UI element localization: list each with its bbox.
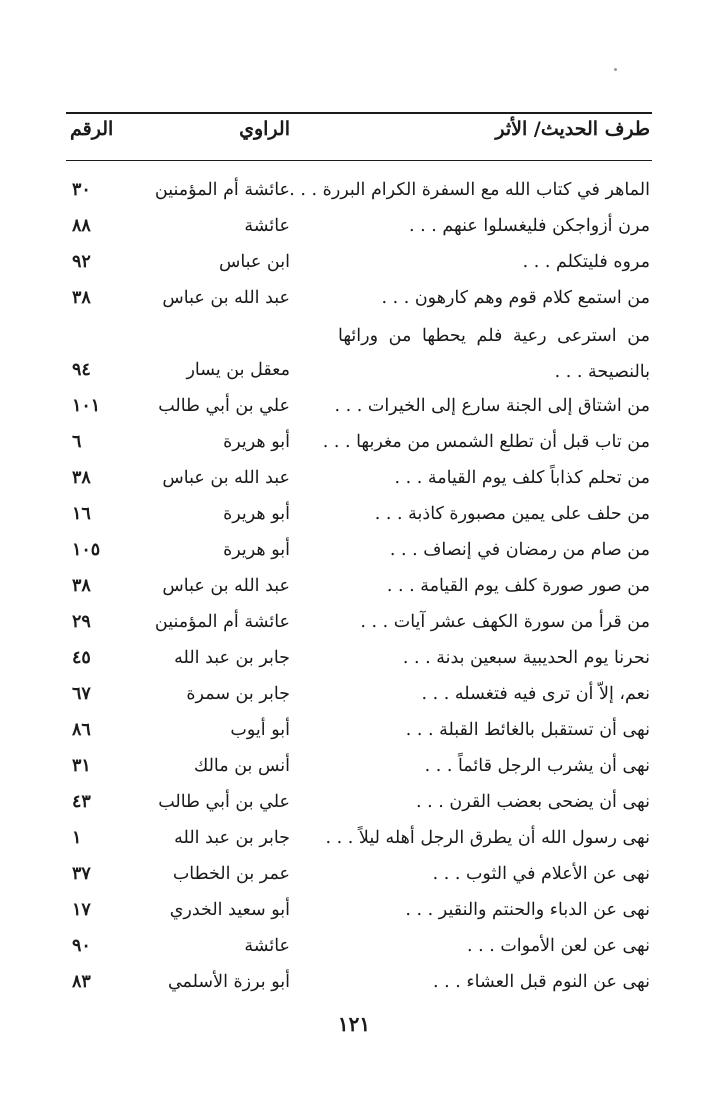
header-rule <box>66 160 652 161</box>
table-row <box>0 896 708 932</box>
hadith-number: ٨٨ <box>72 216 91 236</box>
narrator-name: جابر بن عبد الله <box>174 828 290 848</box>
hadith-text: مرن أزواجكن فليغسلوا عنهم . . . <box>408 216 650 236</box>
narrator-name: علي بن أبي طالب <box>158 396 290 416</box>
hadith-number: ٣٨ <box>72 288 91 308</box>
hadith-text: من اشتاق إلى الجنة سارع إلى الخيرات . . . <box>334 396 650 416</box>
hadith-number: ٤٣ <box>72 792 91 812</box>
hadith-number: ٢٩ <box>72 612 91 632</box>
scan-speck <box>614 68 617 71</box>
hadith-text: نهى عن الدباء والحنتم والنقير . . . <box>405 900 650 920</box>
hadith-text: نهى أن يضحى بعضب القرن . . . <box>415 792 650 812</box>
hadith-text: مروه فليتكلم . . . <box>522 252 650 272</box>
hadith-text: من استرعى رعية فلم يحطها من ورائها بالنصيحة . . . <box>338 326 650 382</box>
table-row <box>0 176 708 212</box>
narrator-name: أبو هريرة <box>223 432 290 452</box>
hadith-number: ٩٠ <box>72 936 91 956</box>
narrator-name: علي بن أبي طالب <box>158 792 290 812</box>
table-row <box>0 428 708 464</box>
hadith-text: نهى أن تستقبل بالغائط القبلة . . . <box>405 720 650 740</box>
hadith-number: ١٦ <box>72 504 91 524</box>
hadith-number: ١٧ <box>72 900 91 920</box>
header-number: الرقم <box>70 118 114 140</box>
narrator-name: عائشة <box>244 936 290 956</box>
hadith-text: نهى عن لعن الأموات . . . <box>466 936 650 956</box>
hadith-text: من صام من رمضان في إنصاف . . . <box>389 540 650 560</box>
narrator-name: أنس بن مالك <box>193 756 290 776</box>
hadith-text: الماهر في كتاب الله مع السفرة الكرام البررة . . . <box>289 180 650 200</box>
table-row <box>0 320 708 392</box>
table-row <box>0 536 708 572</box>
table-row <box>0 968 708 1004</box>
table-row <box>0 860 708 896</box>
table-row <box>0 212 708 248</box>
hadith-text: نهى عن الأعلام في الثوب . . . <box>432 864 650 884</box>
narrator-name: عبد الله بن عباس <box>162 288 290 308</box>
table-row <box>0 824 708 860</box>
narrator-name: عائشة أم المؤمنين <box>154 180 290 200</box>
hadith-number: ٣١ <box>72 756 91 776</box>
table-row <box>0 608 708 644</box>
narrator-name: عبد الله بن عباس <box>162 576 290 596</box>
hadith-text: من حلف على يمين مصبورة كاذبة . . . <box>374 504 650 524</box>
table-row <box>0 680 708 716</box>
hadith-text: من قرأ من سورة الكهف عشر آيات . . . <box>360 612 650 632</box>
narrator-name: أبو هريرة <box>223 540 290 560</box>
narrator-name: جابر بن عبد الله <box>174 648 290 668</box>
hadith-text: نهى أن يشرب الرجل قائماً . . . <box>424 756 650 776</box>
hadith-number: ١٠١ <box>72 396 101 416</box>
hadith-number: ٣٠ <box>72 180 91 200</box>
narrator-name: أبو سعيد الخدري <box>169 900 290 920</box>
hadith-text: من تاب قبل أن تطلع الشمس من مغربها . . . <box>322 432 650 452</box>
hadith-number: ٨٦ <box>72 720 91 740</box>
table-row <box>0 716 708 752</box>
table-row <box>0 932 708 968</box>
narrator-name: جابر بن سمرة <box>186 684 290 704</box>
hadith-number: ٦٧ <box>72 684 91 704</box>
hadith-number: ١٠٥ <box>72 540 101 560</box>
hadith-number: ٤٥ <box>72 648 91 668</box>
table-row <box>0 500 708 536</box>
hadith-text: من استمع كلام قوم وهم كارهون . . . <box>381 288 650 308</box>
header-narrator: الراوي <box>239 118 290 140</box>
narrator-name: أبو هريرة <box>223 504 290 524</box>
hadith-number: ٣٨ <box>72 468 91 488</box>
table-row <box>0 248 708 284</box>
hadith-number: ٨٣ <box>72 972 91 992</box>
hadith-number: ٣٧ <box>72 864 91 884</box>
index-table <box>0 176 708 1004</box>
hadith-text: نعم، إلاّ أن ترى فيه فتغسله . . . <box>421 684 650 704</box>
hadith-text: نهى عن النوم قبل العشاء . . . <box>433 972 650 992</box>
hadith-number: ٦ <box>72 432 82 452</box>
hadith-number: ٣٨ <box>72 576 91 596</box>
narrator-name: أبو برزة الأسلمي <box>167 972 290 992</box>
hadith-text: من صور صورة كلف يوم القيامة . . . <box>386 576 650 596</box>
table-row <box>0 572 708 608</box>
hadith-text: نهى رسول الله أن يطرق الرجل أهله ليلاً . . . <box>325 828 650 848</box>
table-row <box>0 644 708 680</box>
narrator-name: عبد الله بن عباس <box>162 468 290 488</box>
narrator-name: عائشة <box>244 216 290 236</box>
page-number: ١٢١ <box>337 1012 371 1036</box>
table-row <box>0 788 708 824</box>
narrator-name: معقل بن يسار <box>186 360 290 380</box>
narrator-name: أبو أيوب <box>230 720 290 740</box>
hadith-number: ٩٤ <box>72 360 91 380</box>
table-row <box>0 464 708 500</box>
narrator-name: ابن عباس <box>218 252 290 272</box>
hadith-number: ١ <box>72 828 82 848</box>
table-row <box>0 752 708 788</box>
table-row <box>0 392 708 428</box>
hadith-text: نحرنا يوم الحديبية سبعين بدنة . . . <box>402 648 650 668</box>
hadith-number: ٩٢ <box>72 252 91 272</box>
top-rule <box>66 112 652 114</box>
table-row <box>0 284 708 320</box>
header-hadith: طرف الحديث/ الأثر <box>495 118 650 140</box>
hadith-text: من تحلم كذاباً كلف يوم القيامة . . . <box>394 468 650 488</box>
narrator-name: عائشة أم المؤمنين <box>154 612 290 632</box>
narrator-name: عمر بن الخطاب <box>172 864 290 884</box>
